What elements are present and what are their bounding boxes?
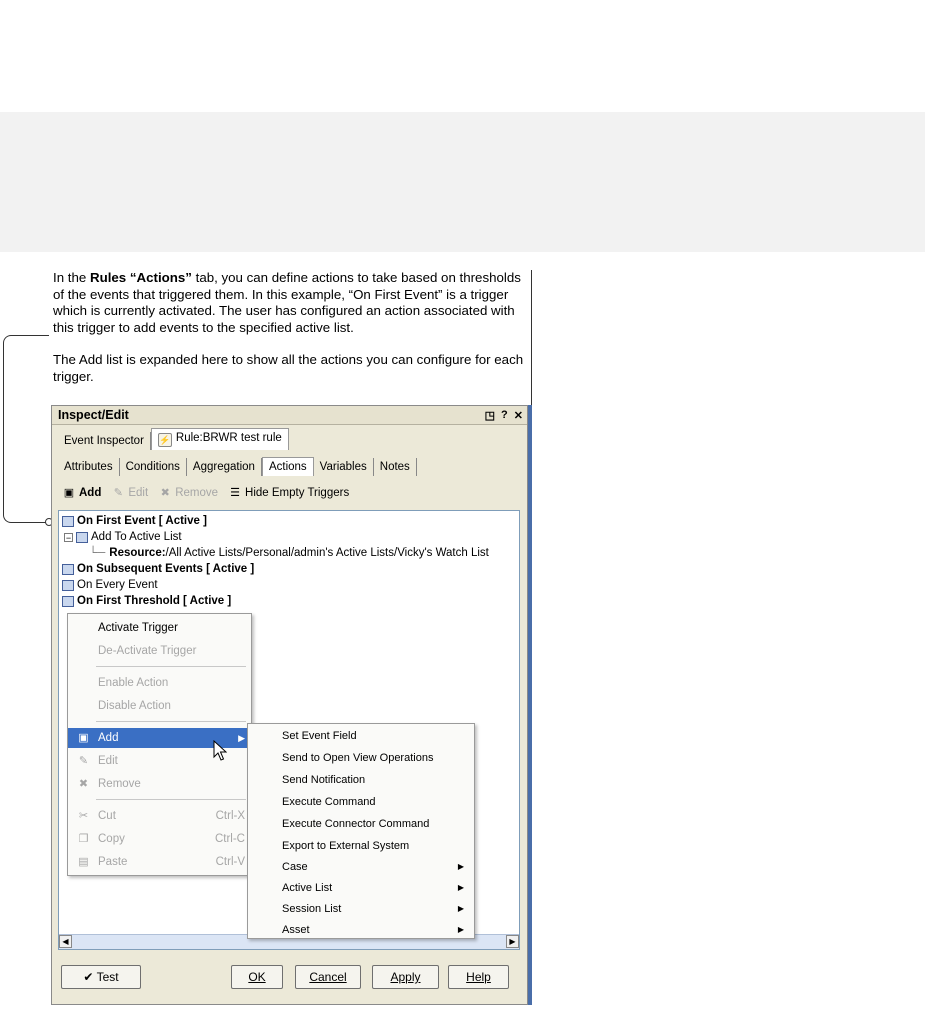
window-titlebar	[52, 406, 527, 425]
tab-event-inspector[interactable]: Event Inspector	[58, 432, 151, 450]
tab-actions[interactable]: Actions	[262, 457, 314, 476]
callout-leader-line	[3, 335, 49, 523]
hide-empty-triggers-button[interactable]: ☰ Hide Empty Triggers	[228, 487, 349, 499]
help-button[interactable]: Help	[448, 965, 509, 989]
menu-separator	[96, 721, 246, 722]
remove-icon: ✖	[78, 778, 89, 790]
copy-icon: ❐	[78, 833, 89, 845]
pencil-icon: ✎	[113, 487, 123, 499]
menu-deactivate-trigger[interactable]: De-Activate Trigger	[98, 645, 197, 657]
tree-node-add-to-active-list[interactable]: − Add To Active List	[65, 531, 182, 543]
ok-button[interactable]: OK	[231, 965, 283, 989]
add-button[interactable]: ▣ Add	[63, 487, 102, 499]
menu-remove[interactable]: ✖ Remove	[78, 778, 141, 790]
edit-button[interactable]: ✎ Edit	[111, 487, 148, 499]
menu-cut[interactable]: ✂ Cut Ctrl-X	[78, 810, 245, 822]
window-right-border	[528, 405, 532, 1005]
menu-activate-trigger[interactable]: Activate Trigger	[98, 622, 178, 634]
submenu-active-list[interactable]: Active List ▶	[248, 878, 474, 898]
menu-disable-action[interactable]: Disable Action	[98, 700, 171, 712]
menu-edit[interactable]: ✎ Edit	[78, 755, 118, 767]
add-icon: ▣	[63, 487, 75, 499]
editor-tabs	[58, 454, 417, 476]
close-icon[interactable]: ✕	[513, 409, 523, 422]
submenu-send-to-open-view-operations[interactable]: Send to Open View Operations	[282, 752, 434, 764]
add-icon: ▣	[78, 732, 89, 744]
menu-add[interactable]: ▣ Add ▶	[68, 728, 251, 748]
trigger-icon	[62, 516, 74, 527]
scissors-icon: ✂	[78, 810, 89, 822]
pencil-icon: ✎	[78, 755, 89, 767]
submenu-execute-command[interactable]: Execute Command	[282, 796, 376, 808]
callout-paragraph-2: The Add list is expanded here to show all the actions you can configure for each trigger.	[53, 352, 524, 384]
filter-icon: ☰	[230, 487, 240, 499]
restore-icon[interactable]: ◳	[484, 409, 496, 422]
trigger-icon	[62, 596, 74, 607]
submenu-arrow-icon: ▶	[457, 883, 464, 892]
submenu-asset[interactable]: Asset ▶	[248, 920, 474, 940]
tab-attributes[interactable]: Attributes	[58, 458, 120, 476]
tree-node-on-first-threshold[interactable]: On First Threshold [ Active ]	[62, 594, 231, 609]
header-band	[0, 112, 925, 252]
submenu-arrow-icon: ▶	[238, 733, 245, 743]
scroll-left-icon[interactable]: ◀	[59, 935, 72, 948]
submenu-arrow-icon: ▶	[457, 925, 464, 934]
tab-rule[interactable]: ⚡ Rule:BRWR test rule	[151, 428, 289, 450]
menu-separator	[96, 799, 246, 800]
tree-node-on-first-event[interactable]: On First Event [ Active ]	[62, 514, 207, 529]
action-icon	[76, 532, 88, 543]
document-tabs	[58, 428, 289, 450]
tree-node-resource[interactable]: └─ Resource: /All Active Lists/Personal/admin's Active Lists/Vicky's Watch List	[89, 547, 489, 559]
menu-enable-action[interactable]: Enable Action	[98, 677, 169, 689]
tab-conditions[interactable]: Conditions	[120, 458, 187, 476]
submenu-set-event-field[interactable]: Set Event Field	[282, 730, 357, 742]
submenu-arrow-icon: ▶	[457, 904, 464, 913]
tab-aggregation[interactable]: Aggregation	[187, 458, 262, 476]
dialog-buttons	[52, 963, 527, 993]
add-submenu	[247, 723, 475, 939]
menu-separator	[96, 666, 246, 667]
remove-icon: ✖	[160, 487, 170, 499]
trigger-icon	[62, 580, 74, 591]
mouse-cursor-icon	[213, 740, 227, 762]
menu-copy[interactable]: ❐ Copy Ctrl-C	[78, 833, 245, 845]
rule-icon: ⚡	[159, 435, 171, 445]
callout-paragraph-1: In the Rules “Actions” tab, you can define actions to take based on thresholds of the events that triggered them. In this example, “On First Event” is a trigger which is currently activated. The user has configured an action associated with this trigger to add events to the specified active list.	[53, 270, 521, 335]
submenu-session-list[interactable]: Session List ▶	[248, 899, 474, 919]
scroll-right-icon[interactable]: ▶	[506, 935, 519, 948]
callout-text	[53, 270, 529, 385]
apply-button[interactable]: Apply	[372, 965, 439, 989]
callout-rule	[531, 270, 532, 410]
help-icon[interactable]: ?	[501, 408, 508, 421]
submenu-execute-connector-command[interactable]: Execute Connector Command	[282, 818, 430, 830]
tree-node-on-every-event[interactable]: On Every Event	[62, 578, 158, 593]
remove-button[interactable]: ✖ Remove	[158, 487, 218, 499]
submenu-export-to-external-system[interactable]: Export to External System	[282, 840, 410, 852]
collapse-icon[interactable]: −	[65, 533, 72, 543]
cancel-button[interactable]: Cancel	[295, 965, 361, 989]
tab-variables[interactable]: Variables	[314, 458, 374, 476]
tab-notes[interactable]: Notes	[374, 458, 417, 476]
test-button[interactable]: ✔ Test	[61, 965, 141, 989]
window-title: Inspect/Edit	[58, 408, 129, 422]
submenu-case[interactable]: Case ▶	[248, 857, 474, 877]
tree-node-on-subsequent-events[interactable]: On Subsequent Events [ Active ]	[62, 562, 254, 577]
paste-icon: ▤	[78, 856, 89, 868]
trigger-icon	[62, 564, 74, 575]
submenu-arrow-icon: ▶	[457, 862, 464, 871]
submenu-send-notification[interactable]: Send Notification	[282, 774, 366, 786]
menu-paste[interactable]: ▤ Paste Ctrl-V	[78, 856, 245, 868]
actions-toolbar	[62, 484, 349, 502]
